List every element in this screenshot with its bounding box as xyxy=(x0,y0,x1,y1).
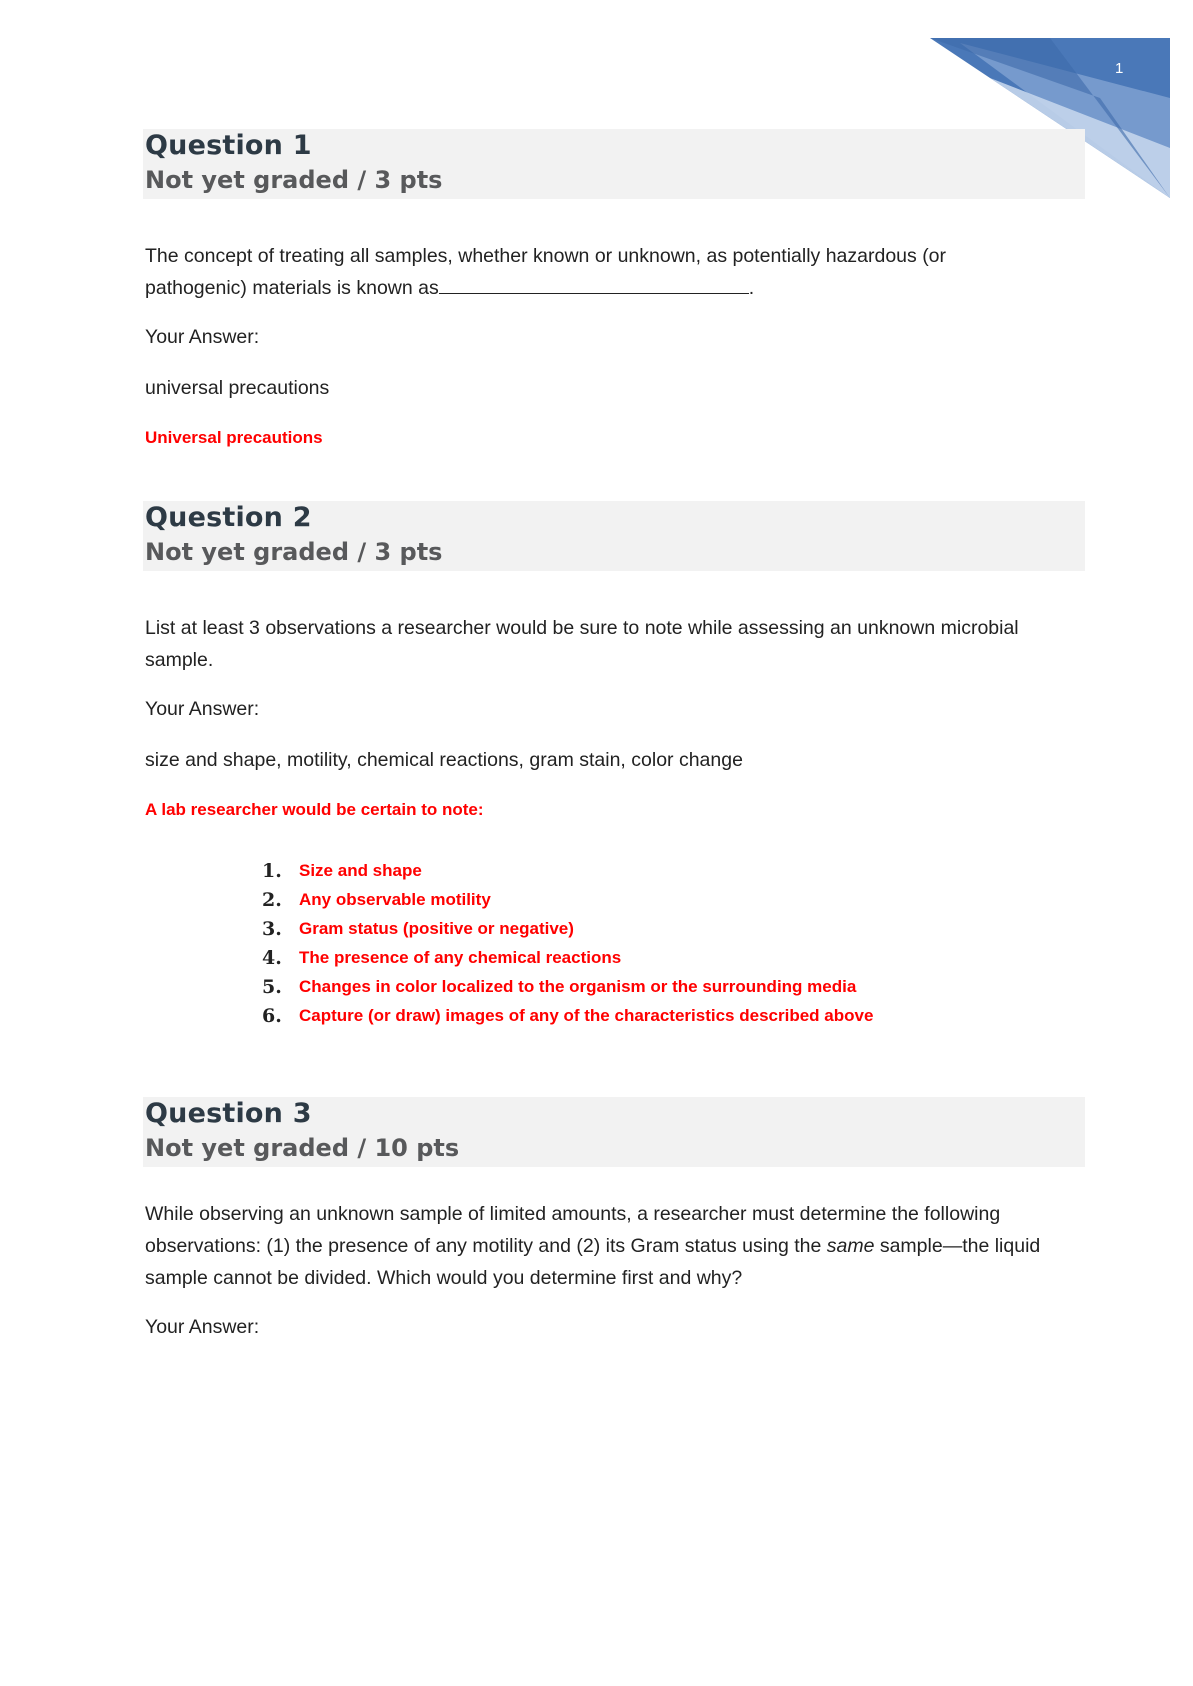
prompt-line: The concept of treating all samples, whether known or unknown, as potentially hazardous (or xyxy=(145,245,947,267)
prompt-text: . xyxy=(748,277,755,299)
question-grade: Not yet graded / 3 pts xyxy=(145,166,443,194)
list-item xyxy=(262,1001,873,1030)
list-number: 4. xyxy=(262,946,282,969)
question-title: Question 3 xyxy=(145,1098,312,1129)
answer-blank xyxy=(439,275,749,294)
prompt-line: List at least 3 observations a researcher would be sure to note while assessing an unknown microbial xyxy=(145,617,1019,639)
question-header xyxy=(143,129,1085,199)
list-text: Any observable motility xyxy=(299,889,491,909)
correct-answer-intro: A lab researcher would be certain to note: xyxy=(145,800,484,819)
prompt-emphasis: same xyxy=(826,1235,875,1257)
question-header xyxy=(143,501,1085,571)
list-text: Changes in color localized to the organism or the surrounding media xyxy=(299,976,857,996)
list-text: Capture (or draw) images of any of the characteristics described above xyxy=(299,1005,874,1025)
list-number: 5. xyxy=(262,975,282,998)
list-item xyxy=(262,885,873,914)
question-header xyxy=(143,1097,1085,1167)
question-prompt xyxy=(145,612,1085,676)
your-answer-label: Your Answer: xyxy=(145,1316,260,1338)
list-text: Size and shape xyxy=(299,860,422,880)
your-answer: size and shape, motility, chemical reactions, gram stain, color change xyxy=(145,749,743,771)
list-text: Gram status (positive or negative) xyxy=(299,918,574,938)
prompt-line: sample cannot be divided. Which would you determine first and why? xyxy=(145,1267,743,1289)
question-grade: Not yet graded / 3 pts xyxy=(145,538,443,566)
prompt-text: observations: (1) the presence of any motility and (2) its Gram status using the xyxy=(145,1235,827,1257)
list-number: 1. xyxy=(262,859,282,882)
question-prompt xyxy=(145,1198,1085,1294)
prompt-text: pathogenic) materials is known as xyxy=(145,277,439,299)
question-title: Question 1 xyxy=(145,130,312,161)
question-grade: Not yet graded / 10 pts xyxy=(145,1134,460,1162)
list-item xyxy=(262,972,873,1001)
list-number: 3. xyxy=(262,917,282,940)
prompt-line xyxy=(145,1230,1085,1262)
prompt-line xyxy=(145,272,1085,304)
list-number: 2. xyxy=(262,888,282,911)
prompt-line: While observing an unknown sample of limited amounts, a researcher must determine the following xyxy=(145,1203,1001,1225)
list-number: 6. xyxy=(262,1004,282,1027)
page-number: 1 xyxy=(1115,60,1124,77)
list-text: The presence of any chemical reactions xyxy=(299,947,622,967)
prompt-text: sample—the liquid xyxy=(874,1235,1041,1257)
list-item xyxy=(262,943,873,972)
question-title: Question 2 xyxy=(145,502,312,533)
question-prompt xyxy=(145,240,1085,304)
list-item xyxy=(262,856,873,885)
correct-answer-list xyxy=(262,856,873,1030)
your-answer-label: Your Answer: xyxy=(145,326,260,348)
correct-answer: Universal precautions xyxy=(145,428,323,447)
your-answer: universal precautions xyxy=(145,377,330,399)
list-item xyxy=(262,914,873,943)
prompt-line: sample. xyxy=(145,649,214,671)
your-answer-label: Your Answer: xyxy=(145,698,260,720)
